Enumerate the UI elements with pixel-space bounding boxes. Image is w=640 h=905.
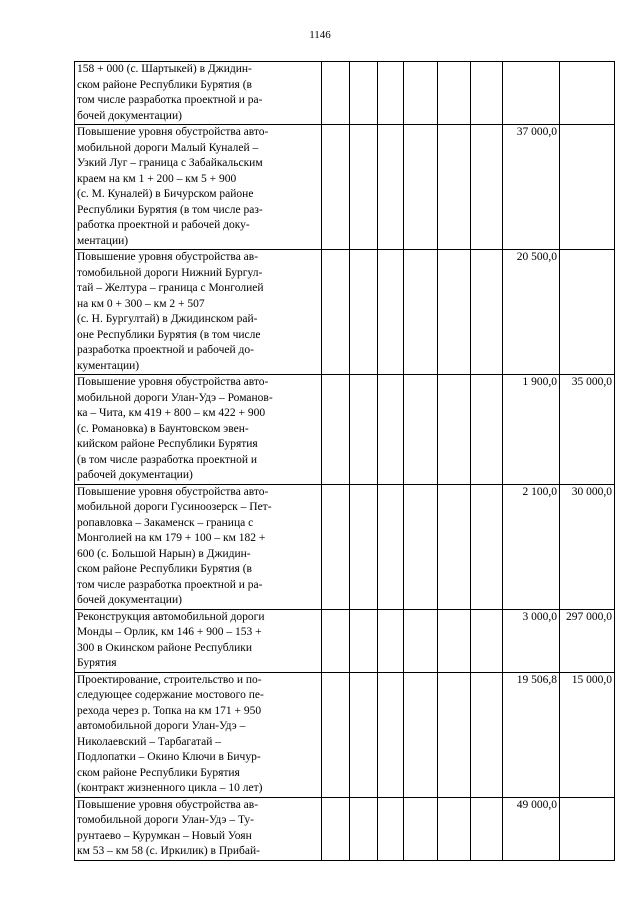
value-cell: 3 000,0 [503, 609, 560, 672]
table-row [75, 125, 615, 250]
empty-cell [438, 797, 471, 860]
empty-cell [322, 62, 350, 125]
page-number: 1146 [309, 29, 331, 41]
empty-cell [438, 125, 471, 250]
empty-cell [404, 62, 438, 125]
empty-cell [438, 484, 471, 609]
value-cell [560, 62, 615, 125]
empty-cell [350, 797, 378, 860]
empty-cell [322, 797, 350, 860]
empty-cell [471, 797, 503, 860]
value-cell [560, 797, 615, 860]
value-cell: 15 000,0 [560, 672, 615, 797]
empty-cell [404, 250, 438, 375]
empty-cell [350, 375, 378, 485]
empty-cell [350, 609, 378, 672]
empty-cell [438, 609, 471, 672]
empty-cell [471, 62, 503, 125]
empty-cell [404, 484, 438, 609]
value-cell: 30 000,0 [560, 484, 615, 609]
table-row [75, 375, 615, 485]
value-cell: 19 506,8 [503, 672, 560, 797]
row-description: Повышение уровня обустройства ав- томобильной дороги Улан-Удэ – Ту- рунтаево – Курумкан – Новый Уоян км 53 – км 58 (с. Иркилик) в Прибай- [75, 797, 322, 860]
table-row [75, 484, 615, 609]
row-description: Повышение уровня обустройства авто- мобильной дороги Улан-Удэ – Романов- ка – Чита, км 419 + 800 – км 422 + 900 (с. Романовка) в Баунтовском эвен- кийском районе Республики Бурятия (в том числе разработка проектной и рабочей документации) [75, 375, 322, 485]
empty-cell [350, 672, 378, 797]
value-cell: 297 000,0 [560, 609, 615, 672]
value-cell [560, 250, 615, 375]
row-description: Повышение уровня обустройства авто- мобильной дороги Малый Куналей – Узкий Луг – граница с Забайкальским краем на км 1 + 200 – км 5 + 900 (с. М. Куналей) в Бичурском районе Республики Бурятия (в том числе раз- работка проектной и рабочей доку- ментации) [75, 125, 322, 250]
empty-cell [438, 250, 471, 375]
empty-cell [404, 125, 438, 250]
empty-cell [378, 609, 404, 672]
empty-cell [471, 672, 503, 797]
empty-cell [471, 125, 503, 250]
empty-cell [378, 484, 404, 609]
empty-cell [438, 62, 471, 125]
row-description: Проектирование, строительство и по- следующее содержание мостового пе- рехода через р. Топка на км 171 + 950 автомобильной дороги Улан-Удэ – Николаевский – Тарбагатай – Подлопатки – Окино Ключи в Бичур- ском районе Республики Бурятия (контракт жизненного цикла – 10 лет) [75, 672, 322, 797]
empty-cell [322, 672, 350, 797]
table-row [75, 250, 615, 375]
value-cell: 20 500,0 [503, 250, 560, 375]
empty-cell [378, 672, 404, 797]
empty-cell [404, 609, 438, 672]
empty-cell [322, 609, 350, 672]
value-cell [560, 125, 615, 250]
value-cell: 2 100,0 [503, 484, 560, 609]
empty-cell [322, 484, 350, 609]
value-cell: 49 000,0 [503, 797, 560, 860]
empty-cell [378, 250, 404, 375]
row-description: Повышение уровня обустройства авто- мобильной дороги Гусиноозерск – Пет- ропавловка – Закаменск – граница с Монголией на км 179 + 100 – км 182 + 600 (с. Большой Нарын) в Джидин- ском районе Республики Бурятия (в том числе разработка проектной и ра- бочей документации) [75, 484, 322, 609]
empty-cell [322, 125, 350, 250]
table-row [75, 62, 615, 125]
table-row [75, 609, 615, 672]
table-row [75, 672, 615, 797]
empty-cell [471, 484, 503, 609]
empty-cell [471, 375, 503, 485]
budget-table [74, 61, 615, 861]
empty-cell [404, 375, 438, 485]
empty-cell [378, 375, 404, 485]
value-cell: 37 000,0 [503, 125, 560, 250]
empty-cell [404, 672, 438, 797]
row-description: Реконструкция автомобильной дороги Монды – Орлик, км 146 + 900 – 153 + 300 в Окинском районе Республики Бурятия [75, 609, 322, 672]
empty-cell [471, 250, 503, 375]
empty-cell [378, 62, 404, 125]
empty-cell [471, 609, 503, 672]
empty-cell [350, 62, 378, 125]
empty-cell [404, 797, 438, 860]
row-description: 158 + 000 (с. Шартыкей) в Джидин- ском районе Республики Бурятия (в том числе разработка проектной и ра- бочей документации) [75, 62, 322, 125]
empty-cell [322, 375, 350, 485]
value-cell: 1 900,0 [503, 375, 560, 485]
value-cell: 35 000,0 [560, 375, 615, 485]
empty-cell [438, 672, 471, 797]
empty-cell [438, 375, 471, 485]
empty-cell [378, 797, 404, 860]
empty-cell [350, 250, 378, 375]
empty-cell [350, 125, 378, 250]
row-description: Повышение уровня обустройства ав- томобильной дороги Нижний Бургул- тай – Желтура – граница с Монголией на км 0 + 300 – км 2 + 507 (с. Н. Бургултай) в Джидинском рай- оне Республики Бурятия (в том числе разработка проектной и рабочей до- кументации) [75, 250, 322, 375]
empty-cell [322, 250, 350, 375]
table-row [75, 797, 615, 860]
empty-cell [378, 125, 404, 250]
value-cell [503, 62, 560, 125]
empty-cell [350, 484, 378, 609]
